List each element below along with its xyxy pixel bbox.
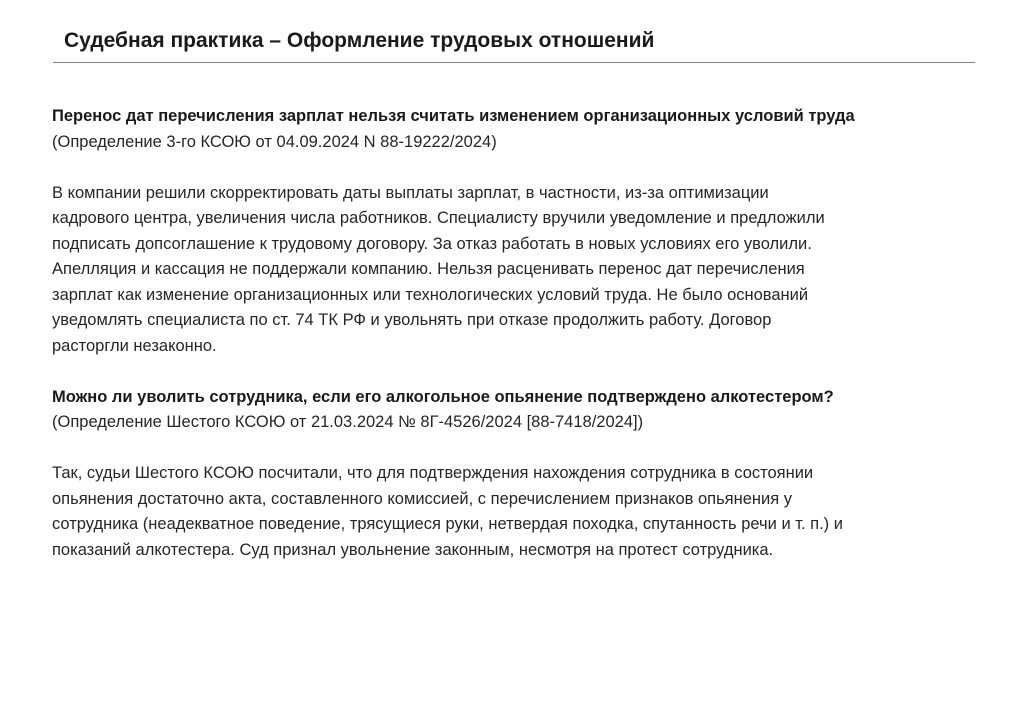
body-line: подписать допсоглашение к трудовому договору. За отказ работать в новых условиях его уволили.	[52, 234, 812, 253]
body-line: Так, судьи Шестого КСОЮ посчитали, что для подтверждения нахождения сотрудника в состоянии	[52, 464, 814, 482]
body-line: зарплат как изменение организационных или технологических условий труда. Не было оснований	[52, 285, 809, 304]
case-body	[52, 181, 982, 360]
body-line: показаний алкотестера. Суд признал увольнение законным, несмотря на протест сотрудника.	[52, 540, 774, 559]
case-body	[52, 461, 982, 563]
body-line: Апелляция и кассация не поддержали компанию. Нельзя расценивать перенос дат перечисления	[52, 260, 805, 278]
page-title: Судебная практика – Оформление трудовых отношений	[64, 29, 655, 52]
case-section-2	[52, 385, 982, 564]
document-content	[52, 104, 982, 589]
body-line: уведомлять специалиста по ст. 74 ТК РФ и увольнять при отказе продолжить работу. Договор	[52, 311, 772, 329]
case-reference: (Определение Шестого КСОЮ от 21.03.2024 № 8Г-4526/2024 [88-7418/2024])	[52, 413, 644, 431]
body-line: В компании решили скорректировать даты выплаты зарплат, в частности, из-за оптимизации	[52, 183, 769, 202]
case-reference: (Определение 3-го КСОЮ от 04.09.2024 N 88-19222/2024)	[52, 132, 497, 151]
case-heading: Можно ли уволить сотрудника, если его алкогольное опьянение подтверждено алкотестером?	[52, 387, 834, 406]
body-line: расторгли незаконно.	[52, 336, 217, 355]
case-heading: Перенос дат перечисления зарплат нельзя считать изменением организационных условий труда	[52, 107, 855, 125]
case-section-1	[52, 104, 982, 359]
title-divider	[53, 62, 975, 63]
body-line: сотрудника (неадекватное поведение, трясущиеся руки, нетвердая походка, спутанность речи и т. п.) и	[52, 515, 843, 533]
body-line: кадрового центра, увеличения числа работников. Специалисту вручили уведомление и предложили	[52, 209, 825, 227]
body-line: опьянения достаточно акта, составленного комиссией, с перечислением признаков опьянения у	[52, 489, 793, 508]
